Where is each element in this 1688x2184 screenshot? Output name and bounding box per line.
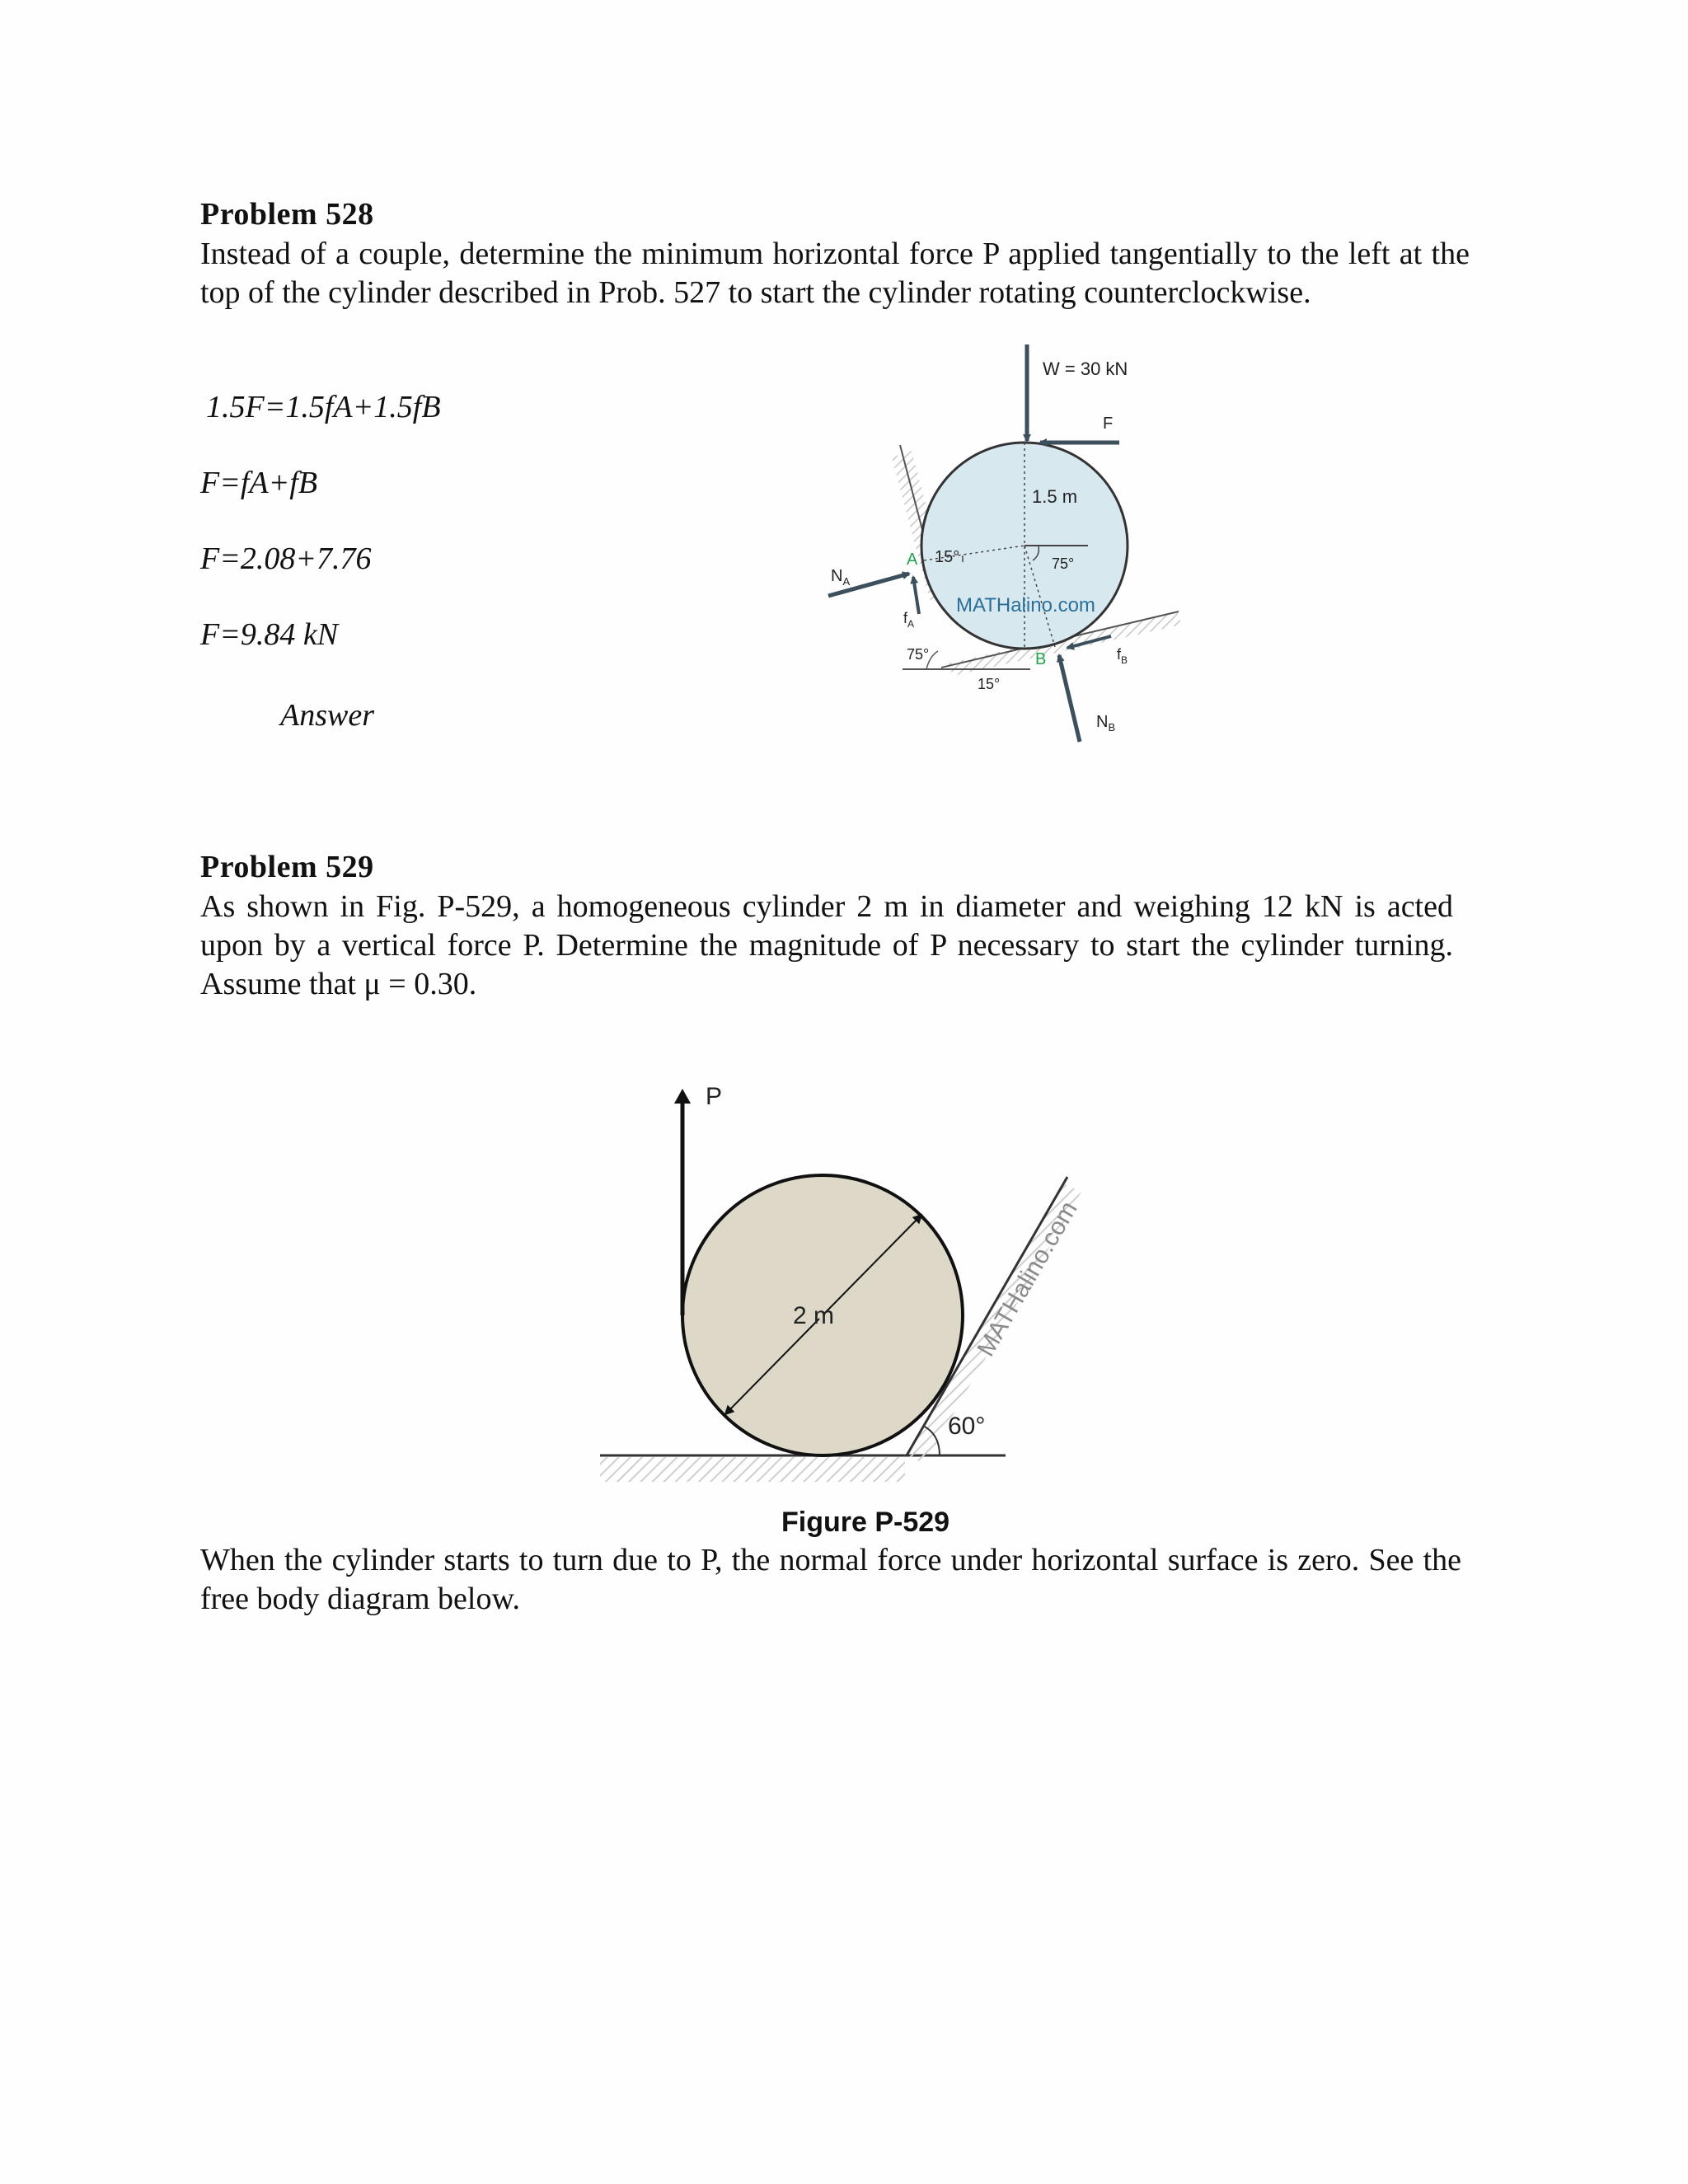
problem-529-text: As shown in Fig. P-529, a homogeneous cylinder 2 m in diameter and weighing 12 kN is acted upon by a vertical force P. Determine the magnitude of P necessary to start the cylinder turning. Assume that μ = 0.30. [200,889,1453,1001]
angle-center-label: 75° [1052,555,1075,572]
equation-1: 1.5F=1.5fA+1.5fB [206,390,441,424]
watermark-529: MATHalino.com [972,1197,1083,1361]
point-b-label: B [1035,650,1047,668]
point-a-label: A [907,551,918,569]
fa-label: $f_A$ [903,610,915,630]
problem-529-title: Problem 529 [200,850,374,884]
nb-arrow [1059,655,1080,742]
answer-label: Answer [280,698,374,733]
ground-hatch [600,1457,905,1482]
equation-2: F=fA+fB [200,466,318,500]
watermark-528: MATHalino.com [956,594,1095,616]
problem-528-text: Instead of a couple, determine the minimum horizontal force P applied tangentially to the left at the top of the cylinder described in Prob. 527 to start the cylinder rotating counterclockwise. [200,237,1470,310]
w-label: W = 30 kN [1043,359,1128,379]
nb-label: $N_B$ [1096,713,1116,733]
f-label: F [1103,415,1114,433]
fa-arrow [913,577,919,614]
problem-528-title: Problem 528 [200,197,374,232]
equation-4: F=9.84 kN [200,617,339,652]
problem-529-figure [577,1063,1083,1558]
p-label: P [706,1083,723,1110]
radius-label: 1.5 m [1032,486,1078,507]
angle-a-label: 15° [935,548,960,566]
angle-60-label: 60° [948,1413,986,1440]
problem-528-figure [816,346,1195,758]
problem-529-followup: When the cylinder starts to turn due to P, the normal force under horizontal surface is zero. See the free body diagram below. [200,1543,1461,1616]
angle-wall-label: 75° [907,646,930,663]
diameter-label: 2 m [793,1302,835,1329]
angle-incline-label: 15° [978,676,1001,692]
equation-3: F=2.08+7.76 [200,541,372,576]
figure-caption: Figure P-529 [781,1507,950,1538]
fb-label: $f_B$ [1117,646,1128,666]
na-label: $N_A$ [831,567,851,588]
